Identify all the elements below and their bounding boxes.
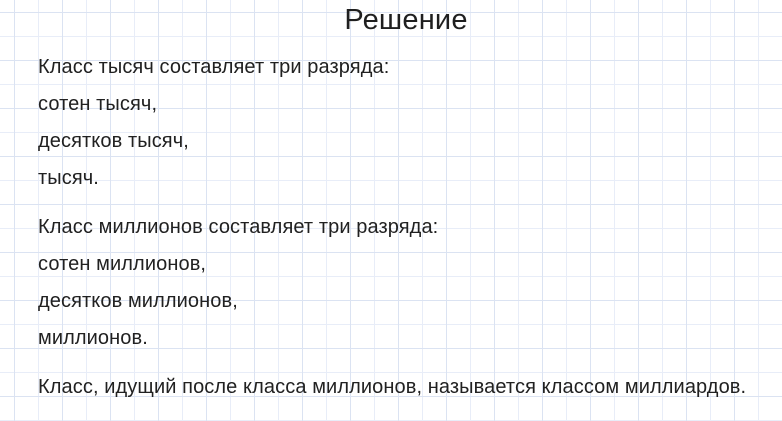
- text-line: миллионов.: [38, 327, 148, 349]
- text-line: Класс миллионов составляет три разряда:: [38, 216, 439, 238]
- paragraph-class-thousands: [38, 49, 762, 197]
- text-line: десятков миллионов,: [38, 290, 238, 312]
- text-line: Класс тысяч составляет три разряда:: [38, 56, 390, 78]
- text-line: сотен миллионов,: [38, 253, 207, 275]
- text-line: Класс, идущий после класса миллионов, называется классом миллиардов.: [38, 376, 747, 398]
- page-title: Решение: [344, 4, 468, 36]
- text-line: десятков тысяч,: [38, 130, 189, 152]
- text-line: сотен тысяч,: [38, 93, 158, 115]
- paragraph-class-billions: [38, 369, 762, 406]
- paragraph-class-millions: [38, 209, 762, 357]
- text-line: тысяч.: [38, 167, 99, 189]
